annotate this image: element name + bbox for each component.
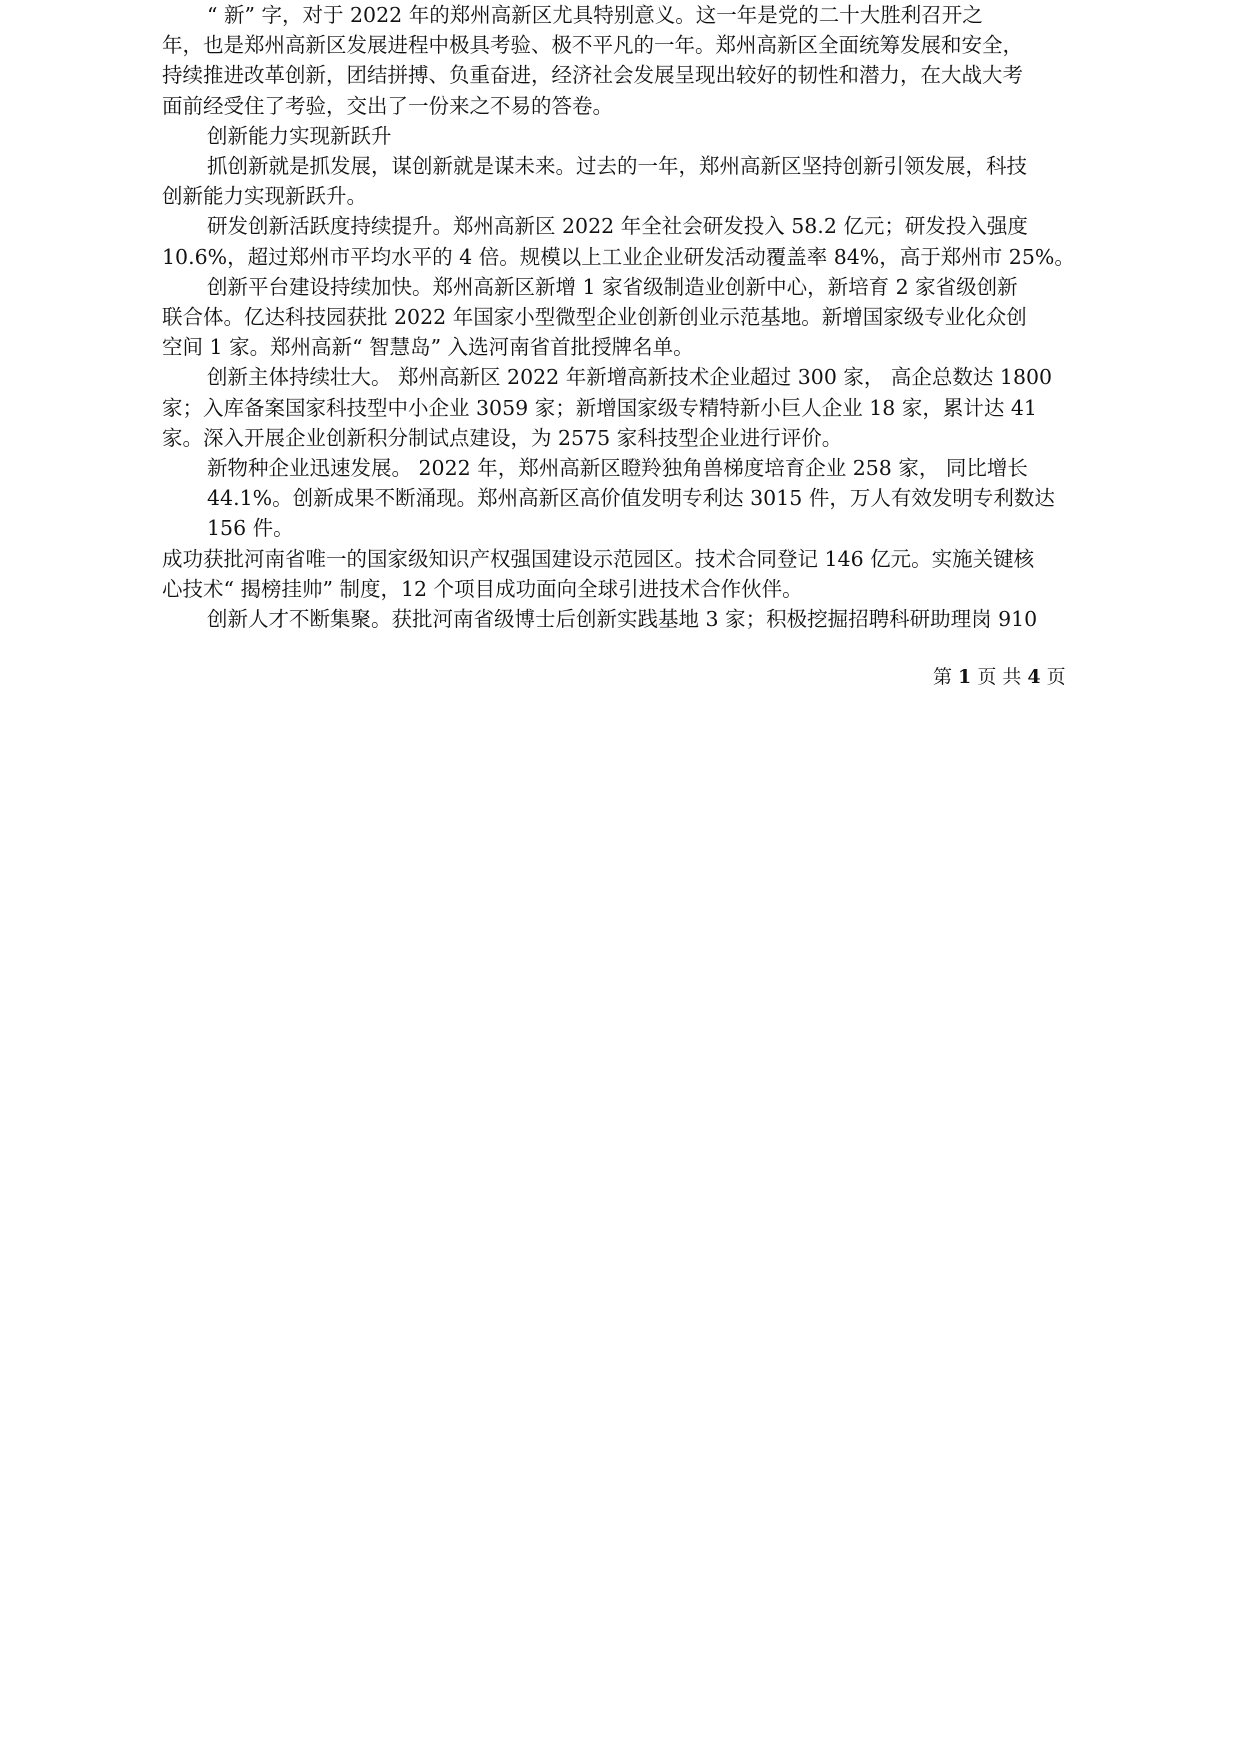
text-line: 心技术“ 揭榜挂帅” 制度，12 个项目成功面向全球引进技术合作伙伴。 bbox=[162, 576, 803, 601]
text-line: 创新主体持续壮大。 郑州高新区 2022 年新增高新技术企业超过 300 家， 高企总数达 1800 bbox=[207, 365, 1053, 390]
text-line: 年，也是郑州高新区发展进程中极具考验、极不平凡的一年。郑州高新区全面统筹发展和安全， bbox=[162, 33, 1023, 58]
current-page-number: 1 bbox=[958, 666, 972, 688]
text-line: 10.6%，超过郑州市平均水平的 4 倍。规模以上工业企业研发活动覆盖率 84%，高于郑州市 25%。 bbox=[162, 244, 1075, 269]
text-line: 空间 1 家。郑州高新“ 智慧岛” 入选河南省首批授牌名单。 bbox=[162, 335, 694, 360]
text-line: “ 新” 字，对于 2022 年的郑州高新区尤具特别意义。这一年是党的二十大胜利召开之 bbox=[207, 3, 983, 27]
text-line: 新物种企业迅速发展。 2022 年，郑州高新区瞪羚独角兽梯度培育企业 258 家， 同比增长 bbox=[207, 456, 1028, 481]
text-line: 面前经受住了考验，交出了一份来之不易的答卷。 bbox=[162, 93, 613, 118]
footer-suffix: 页 bbox=[1040, 666, 1066, 688]
text-line: 创新能力实现新跃升。 bbox=[162, 184, 367, 209]
text-line: 创新平台建设持续加快。郑州高新区新增 1 家省级制造业创新中心，新培育 2 家省级创新 bbox=[207, 274, 1018, 299]
text-line: 研发创新活跃度持续提升。郑州高新区 2022 年全社会研发投入 58.2 亿元；研发投入强度 bbox=[207, 214, 1028, 239]
text-line: 家；入库备案国家科技型中小企业 3059 家；新增国家级专精特新小巨人企业 18 家，累计达 41 bbox=[162, 395, 1037, 420]
text-line: 抓创新就是抓发展，谋创新就是谋未来。过去的一年，郑州高新区坚持创新引领发展，科技 bbox=[207, 154, 1027, 179]
footer-prefix: 第 bbox=[933, 666, 959, 688]
text-line: 持续推进改革创新，团结拼搏、负重奋进，经济社会发展呈现出较好的韧性和潜力，在大战大考 bbox=[162, 63, 1023, 88]
text-line: 联合体。亿达科技园获批 2022 年国家小型微型企业创新创业示范基地。新增国家级专业化众创 bbox=[162, 305, 1027, 330]
total-page-number: 4 bbox=[1027, 666, 1041, 688]
page-number-footer bbox=[933, 664, 1066, 690]
text-line: 创新人才不断集聚。获批河南省级博士后创新实践基地 3 家；积极挖掘招聘科研助理岗 910 bbox=[207, 607, 1038, 632]
text-line: 成功获批河南省唯一的国家级知识产权强国建设示范园区。技术合同登记 146 亿元。实施关键核 bbox=[162, 546, 1035, 571]
document-body bbox=[162, 0, 1092, 634]
text-line: 156 件。 bbox=[207, 516, 294, 541]
text-line: 44.1%。创新成果不断涌现。郑州高新区高价值发明专利达 3015 件，万人有效发明专利数达 bbox=[207, 486, 1055, 511]
section-heading: 创新能力实现新跃升 bbox=[207, 123, 392, 148]
text-line: 家。深入开展企业创新积分制试点建设，为 2575 家科技型企业进行评价。 bbox=[162, 425, 843, 450]
footer-middle: 页 共 bbox=[971, 666, 1028, 688]
